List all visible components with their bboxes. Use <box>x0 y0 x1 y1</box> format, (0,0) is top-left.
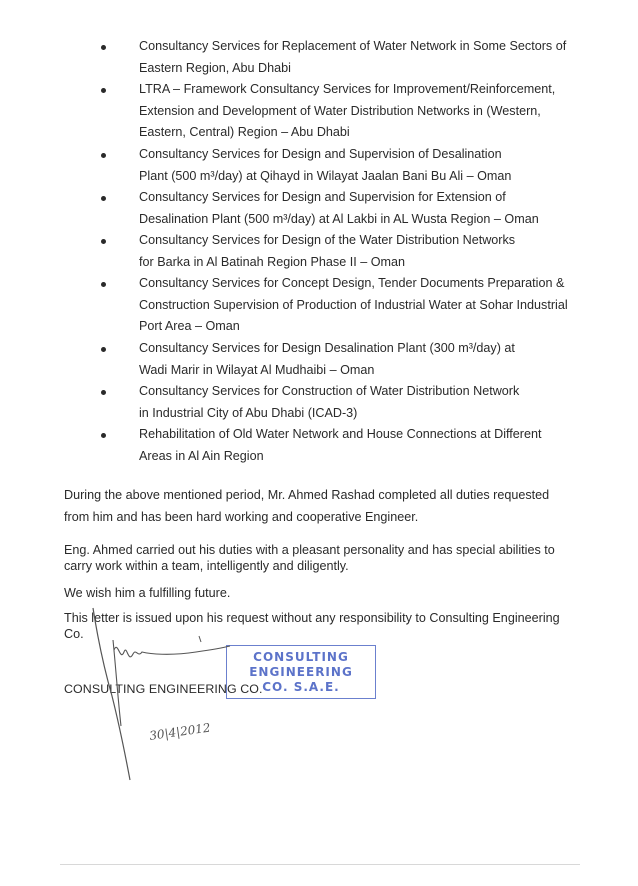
list-item-text: Rehabilitation of Old Water Network and House Connections at Different Areas in Al Ain Region <box>139 427 542 463</box>
bullet-icon <box>101 153 106 158</box>
list-item-text: Consultancy Services for Design Desalination Plant (300 m³/day) at Wadi Marir in Wilayat Al Mudhaibi – Oman <box>139 341 515 377</box>
list-item-text: Consultancy Services for Design of the Water Distribution Networks for Barka in Al Batinah Region Phase II – Oman <box>139 233 516 269</box>
bullet-icon <box>101 239 106 244</box>
character-paragraph: Eng. Ahmed carried out his duties with a pleasant personality and has special abilities to carry work within a team, intelligently and diligently. <box>64 543 555 573</box>
bullet-icon <box>101 433 106 438</box>
bullet-icon <box>101 390 106 395</box>
bullet-icon <box>101 45 106 50</box>
list-item-text: LTRA – Framework Consultancy Services for Improvement/Reinforcement, Extension and Development of Water Distribution Networks in (Western, Eastern, Central) Region – Abu Dhabi <box>139 82 556 139</box>
list-item-text: Consultancy Services for Design and Supervision of Desalination Plant (500 m³/day) at Qihayd in Wilayat Jaalan Bani Bu Ali – Oman <box>139 147 512 183</box>
list-item-text: Consultancy Services for Replacement of Water Network in Some Sectors of Eastern Region, Abu Dhabi <box>139 39 567 75</box>
stamp-line: CONSULTING <box>253 650 349 664</box>
disclaimer-paragraph: This letter is issued upon his request without any responsibility to Consulting Engineering Co. <box>64 611 560 641</box>
list-item-text: Consultancy Services for Construction of Water Distribution Network in Industrial City of Abu Dhabi (ICAD-3) <box>139 384 520 420</box>
footer-divider <box>60 864 580 865</box>
list-item-text: Consultancy Services for Concept Design, Tender Documents Preparation & Construction Supervision of Production of Industrial Water at Sohar Industrial Port Area – Oman <box>139 276 568 333</box>
bullet-icon <box>101 88 106 93</box>
handwritten-date: 30|4|2012 <box>148 720 212 743</box>
bullet-icon <box>101 196 106 201</box>
list-item-text: Consultancy Services for Design and Supervision for Extension of Desalination Plant (500 m³/day) at Al Lakbi in AL Wusta Region – Oman <box>139 190 539 226</box>
bullet-icon <box>101 347 106 352</box>
company-signoff: CONSULTING ENGINEERING CO. <box>64 682 263 696</box>
completion-paragraph: During the above mentioned period, Mr. Ahmed Rashad completed all duties requested from him and has been hard working and cooperative Engineer. <box>64 488 550 524</box>
company-stamp <box>226 645 376 699</box>
stamp-line: ENGINEERING <box>249 665 353 679</box>
bullet-icon <box>101 282 106 287</box>
wish-paragraph: We wish him a fulfilling future. <box>64 586 231 600</box>
stamp-line: CO. S.A.E. <box>262 680 340 694</box>
